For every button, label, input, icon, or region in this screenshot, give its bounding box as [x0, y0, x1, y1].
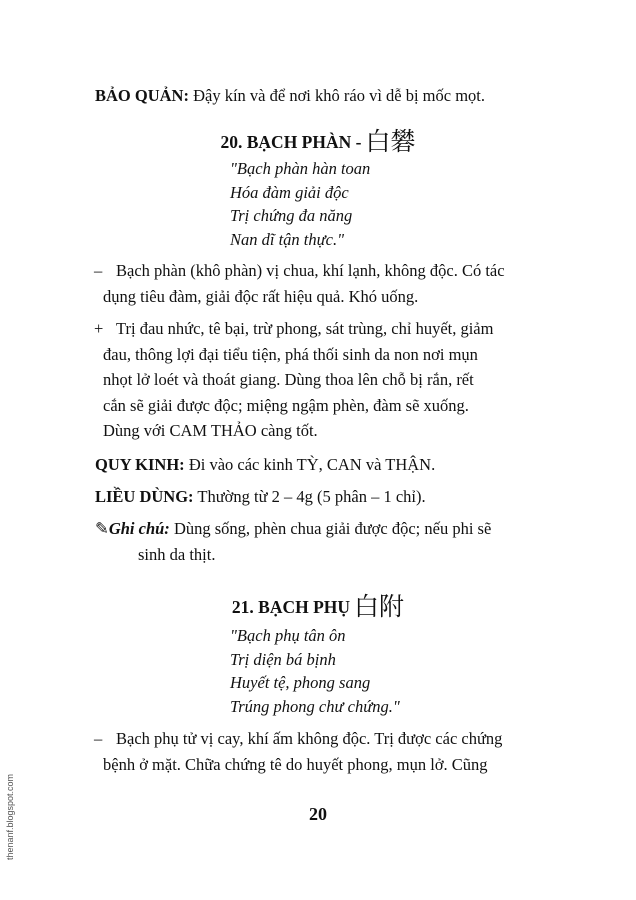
page-number: 20 — [309, 804, 327, 824]
bao-quan-text: Đậy kín và để nơi khô ráo vì dễ bị mốc mọt. — [188, 86, 486, 105]
entry-20-description — [94, 258, 543, 309]
entry-21-heading — [0, 592, 636, 623]
bao-quan-label: BẢO QUẢN: — [95, 86, 189, 105]
entry-20-heading — [0, 127, 636, 158]
lieu-dung-paragraph — [95, 484, 545, 510]
dash-marker: – — [94, 729, 103, 748]
entry-21-title: 21. BẠCH PHỤ — [231, 597, 351, 617]
text-line: dụng tiêu đàm, giải độc rất hiệu quả. Khó uống. — [103, 286, 419, 306]
poem-line: "Bạch phàn hàn toan — [230, 159, 371, 178]
quy-kinh-text: Đi vào các kinh TỲ, CAN và THẬN. — [184, 455, 436, 474]
entry-20-uses — [94, 316, 543, 444]
dash-marker: – — [94, 261, 103, 280]
text-line: đau, thông lợi đại tiểu tiện, phá thối sinh da non nơi mụn — [103, 344, 478, 364]
text-line: cắn sẽ giải được độc; miệng ngậm phèn, đàm sẽ xuống. — [103, 395, 469, 415]
poem-line: Nan dĩ tận thực." — [230, 229, 345, 249]
ghi-chu-label: Ghi chú: — [108, 519, 170, 538]
watermark: thenanf.blogspot.com — [5, 773, 15, 860]
ghi-chu-note — [95, 516, 545, 567]
pencil-icon: ✎ — [95, 519, 109, 538]
ghi-chu-continuation: sinh da thịt. — [138, 544, 216, 564]
text-line: Dùng với CAM THẢO càng tốt. — [103, 421, 318, 440]
quy-kinh-paragraph — [95, 452, 545, 478]
entry-20-han-characters: 白礬 — [365, 129, 416, 156]
entry-20-poem — [230, 157, 370, 251]
text-line: Bạch phàn (khô phàn) vị chua, khí lạnh, không độc. Có tác — [116, 261, 505, 280]
poem-line: "Bạch phụ tân ôn — [230, 626, 346, 645]
entry-20-title: 20. BẠCH PHÀN - — [220, 132, 362, 152]
text-line: bệnh ở mặt. Chữa chứng tê do huyết phong, mụn lở. Cũng — [103, 754, 488, 774]
entry-21-poem — [230, 624, 400, 718]
poem-line: Trị diện bá bịnh — [230, 649, 336, 669]
lieu-dung-label: LIỀU DÙNG: — [95, 487, 194, 506]
entry-21-han-characters: 白附 — [354, 594, 405, 621]
text-line: Trị đau nhức, tê bại, trừ phong, sát trùng, chỉ huyết, giảm — [116, 319, 494, 338]
lieu-dung-text: Thường từ 2 – 4g (5 phân – 1 chỉ). — [193, 487, 426, 506]
entry-21-description — [94, 726, 543, 777]
plus-marker: + — [94, 319, 104, 338]
poem-line: Huyết tệ, phong sang — [230, 673, 371, 692]
poem-line: Trị chứng đa năng — [230, 206, 353, 225]
poem-line: Trúng phong chư chứng." — [230, 696, 400, 716]
text-line: Bạch phụ tử vị cay, khí ấm không độc. Trị được các chứng — [116, 729, 503, 748]
ghi-chu-text: Dùng sống, phèn chua giải được độc; nếu phi sẽ — [169, 519, 492, 538]
bao-quan-paragraph — [95, 83, 545, 109]
poem-line: Hóa đàm giải độc — [230, 182, 349, 202]
quy-kinh-label: QUY KINH: — [95, 455, 185, 474]
text-line: nhọt lở loét và thoát giang. Dùng thoa lên chỗ bị rắn, rết — [103, 370, 474, 389]
